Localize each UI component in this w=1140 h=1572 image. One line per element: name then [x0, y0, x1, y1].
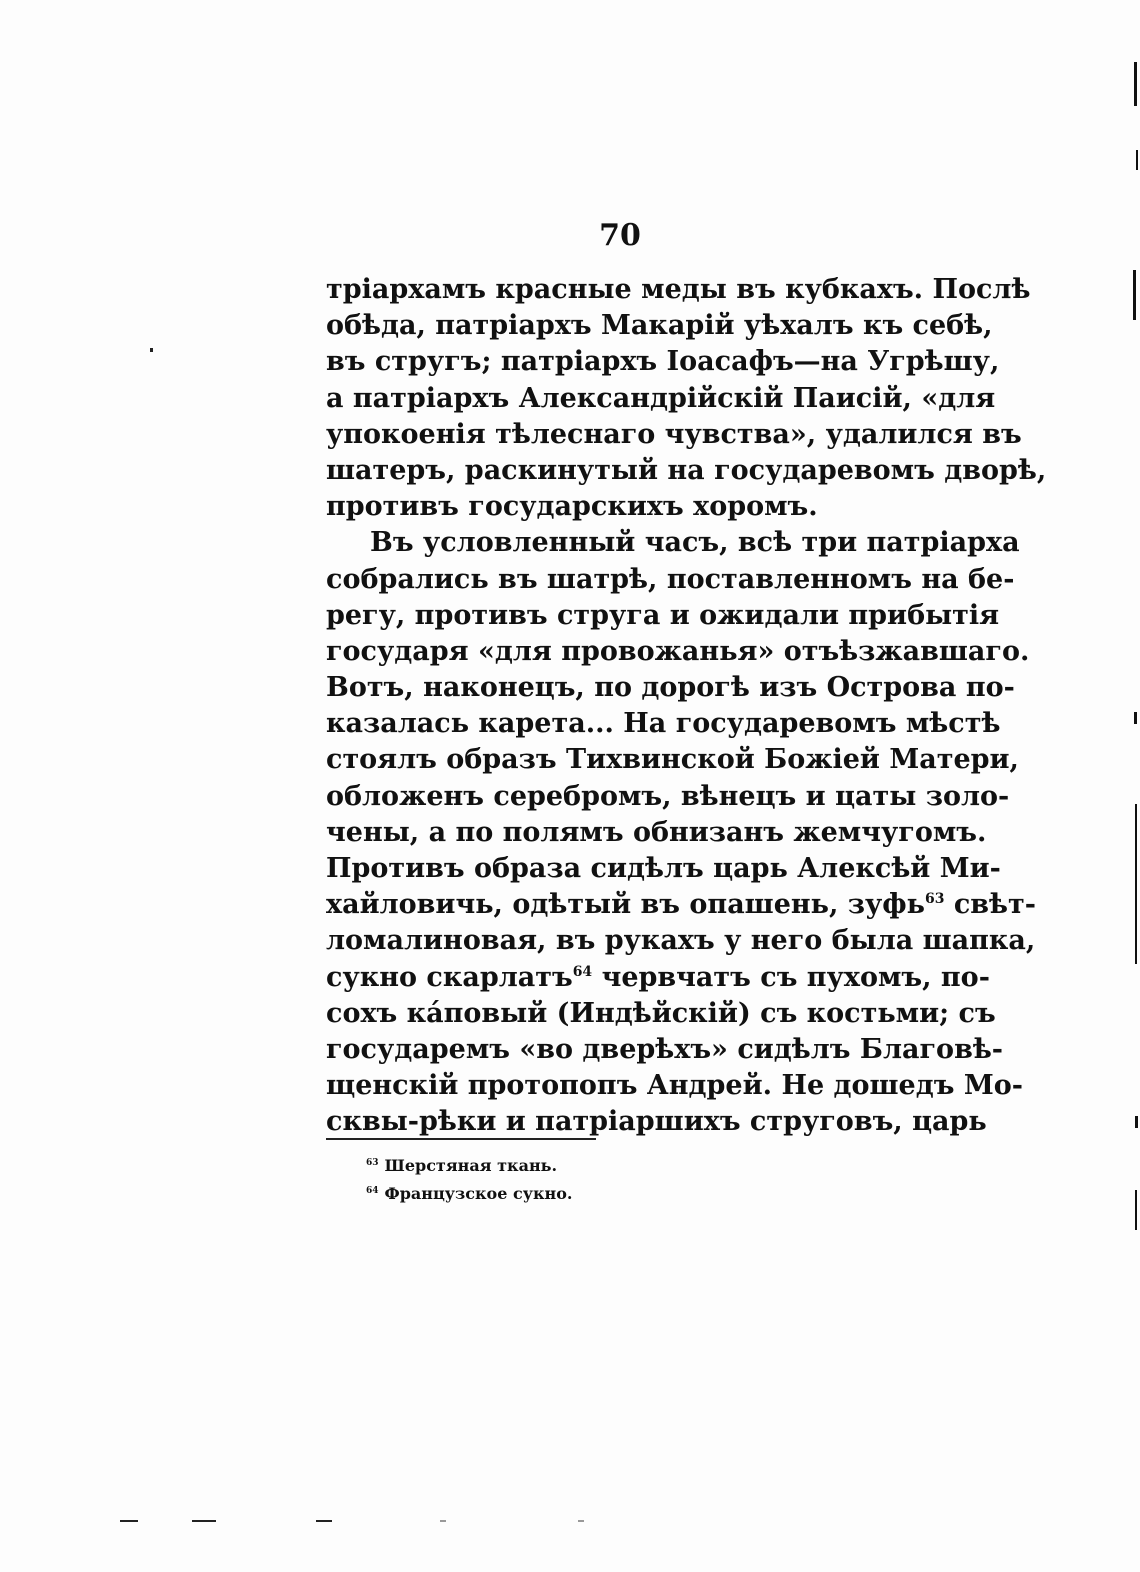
- text-line: Противъ образа сидѣлъ царь Алексѣй Ми-: [326, 853, 1001, 884]
- footnote-text: Французское сукно.: [384, 1184, 573, 1203]
- footnotes: [366, 1152, 572, 1208]
- text-line: противъ государскихъ хоромъ.: [326, 491, 818, 523]
- footnote-63: [366, 1152, 572, 1180]
- text-line: регу, противъ струга и ожидали прибытія: [326, 599, 1000, 631]
- text-line: государя «для провожанья» отъѣзжавшаго.: [326, 635, 1030, 667]
- text-line: шатеръ, раскинутый на государевомъ дворѣ,: [326, 454, 1047, 486]
- scan-edge-mark: [1136, 150, 1138, 170]
- text-line-with-footnote: [326, 887, 1036, 923]
- scan-speck: [440, 1520, 446, 1522]
- scan-edge-mark: [1133, 270, 1136, 320]
- text-line: сквы-рѣки и патріаршихъ струговъ, царь: [326, 1106, 987, 1138]
- text-line: упокоенія тѣлеснаго чувства», удалился въ: [326, 418, 1022, 450]
- text-line: государемъ «во дверѣхъ» сидѣлъ Благовѣ-: [326, 1033, 1004, 1065]
- text-line: а патріархъ Александрійскій Паисій, «для: [326, 382, 996, 414]
- footnote-divider: [326, 1138, 596, 1140]
- footnote-ref-64[interactable]: 64: [572, 963, 593, 980]
- text-line: собрались въ шатрѣ, поставленномъ на бе-: [326, 563, 1015, 595]
- scan-edge-mark: [1135, 1190, 1137, 1230]
- paragraph-start-line: Въ условленный часъ, всѣ три патріарха: [370, 527, 1020, 559]
- text-line: стоялъ образъ Тихвинской Божіей Матери,: [326, 744, 1019, 776]
- text-line: тріархамъ красные меды въ кубкахъ. Послѣ: [326, 274, 1031, 305]
- text-line: обложенъ серебромъ, вѣнецъ и цаты золо-: [326, 780, 1010, 812]
- text-line: сохъ ка́повый (Индѣйскій) съ костьми; съ: [326, 997, 996, 1029]
- footnote-text: Шерстяная ткань.: [384, 1156, 558, 1175]
- footnote-number: 63: [366, 1157, 379, 1168]
- text-segment: свѣт-: [953, 889, 1036, 921]
- text-line: ломалиновая, въ рукахъ у него была шапка,: [326, 925, 1036, 957]
- text-line: въ стругъ; патріархъ Іоасафъ—на Угрѣшу,: [326, 346, 1000, 378]
- scan-edge-mark: [1135, 1116, 1138, 1128]
- text-line: обѣда, патріархъ Макарій уѣхалъ къ себѣ,: [326, 310, 993, 342]
- scan-speck: [316, 1520, 332, 1522]
- text-line-with-footnote: [326, 960, 990, 996]
- text-line: чены, а по полямъ обнизанъ жемчугомъ.: [326, 816, 987, 848]
- scan-edge-mark: [1135, 804, 1137, 964]
- text-segment: сукно скарлатъ: [326, 961, 573, 993]
- footnote-number: 64: [366, 1185, 379, 1196]
- scan-edge-mark: [1134, 712, 1137, 724]
- scan-edge-mark: [1134, 62, 1137, 106]
- scan-speck: [578, 1520, 584, 1522]
- text-segment: хайловичь, одѣтый въ опашень, зуфь: [326, 889, 925, 921]
- body-text: [326, 272, 1047, 1141]
- page-number: 70: [599, 218, 641, 253]
- text-line: щенскій протопопъ Андрей. Не дошедъ Мо-: [326, 1070, 1023, 1102]
- text-segment: червчатъ съ пухомъ, по-: [601, 961, 990, 993]
- scan-speck: [150, 348, 153, 352]
- footnote-64: [366, 1180, 572, 1208]
- scan-speck: [192, 1520, 216, 1522]
- scan-speck: [120, 1520, 138, 1522]
- footnote-ref-63[interactable]: 63: [924, 891, 945, 908]
- text-line: Вотъ, наконецъ, по дорогѣ изъ Острова по-: [326, 672, 1015, 704]
- text-line: казалась карета... На государевомъ мѣстѣ: [326, 708, 1001, 740]
